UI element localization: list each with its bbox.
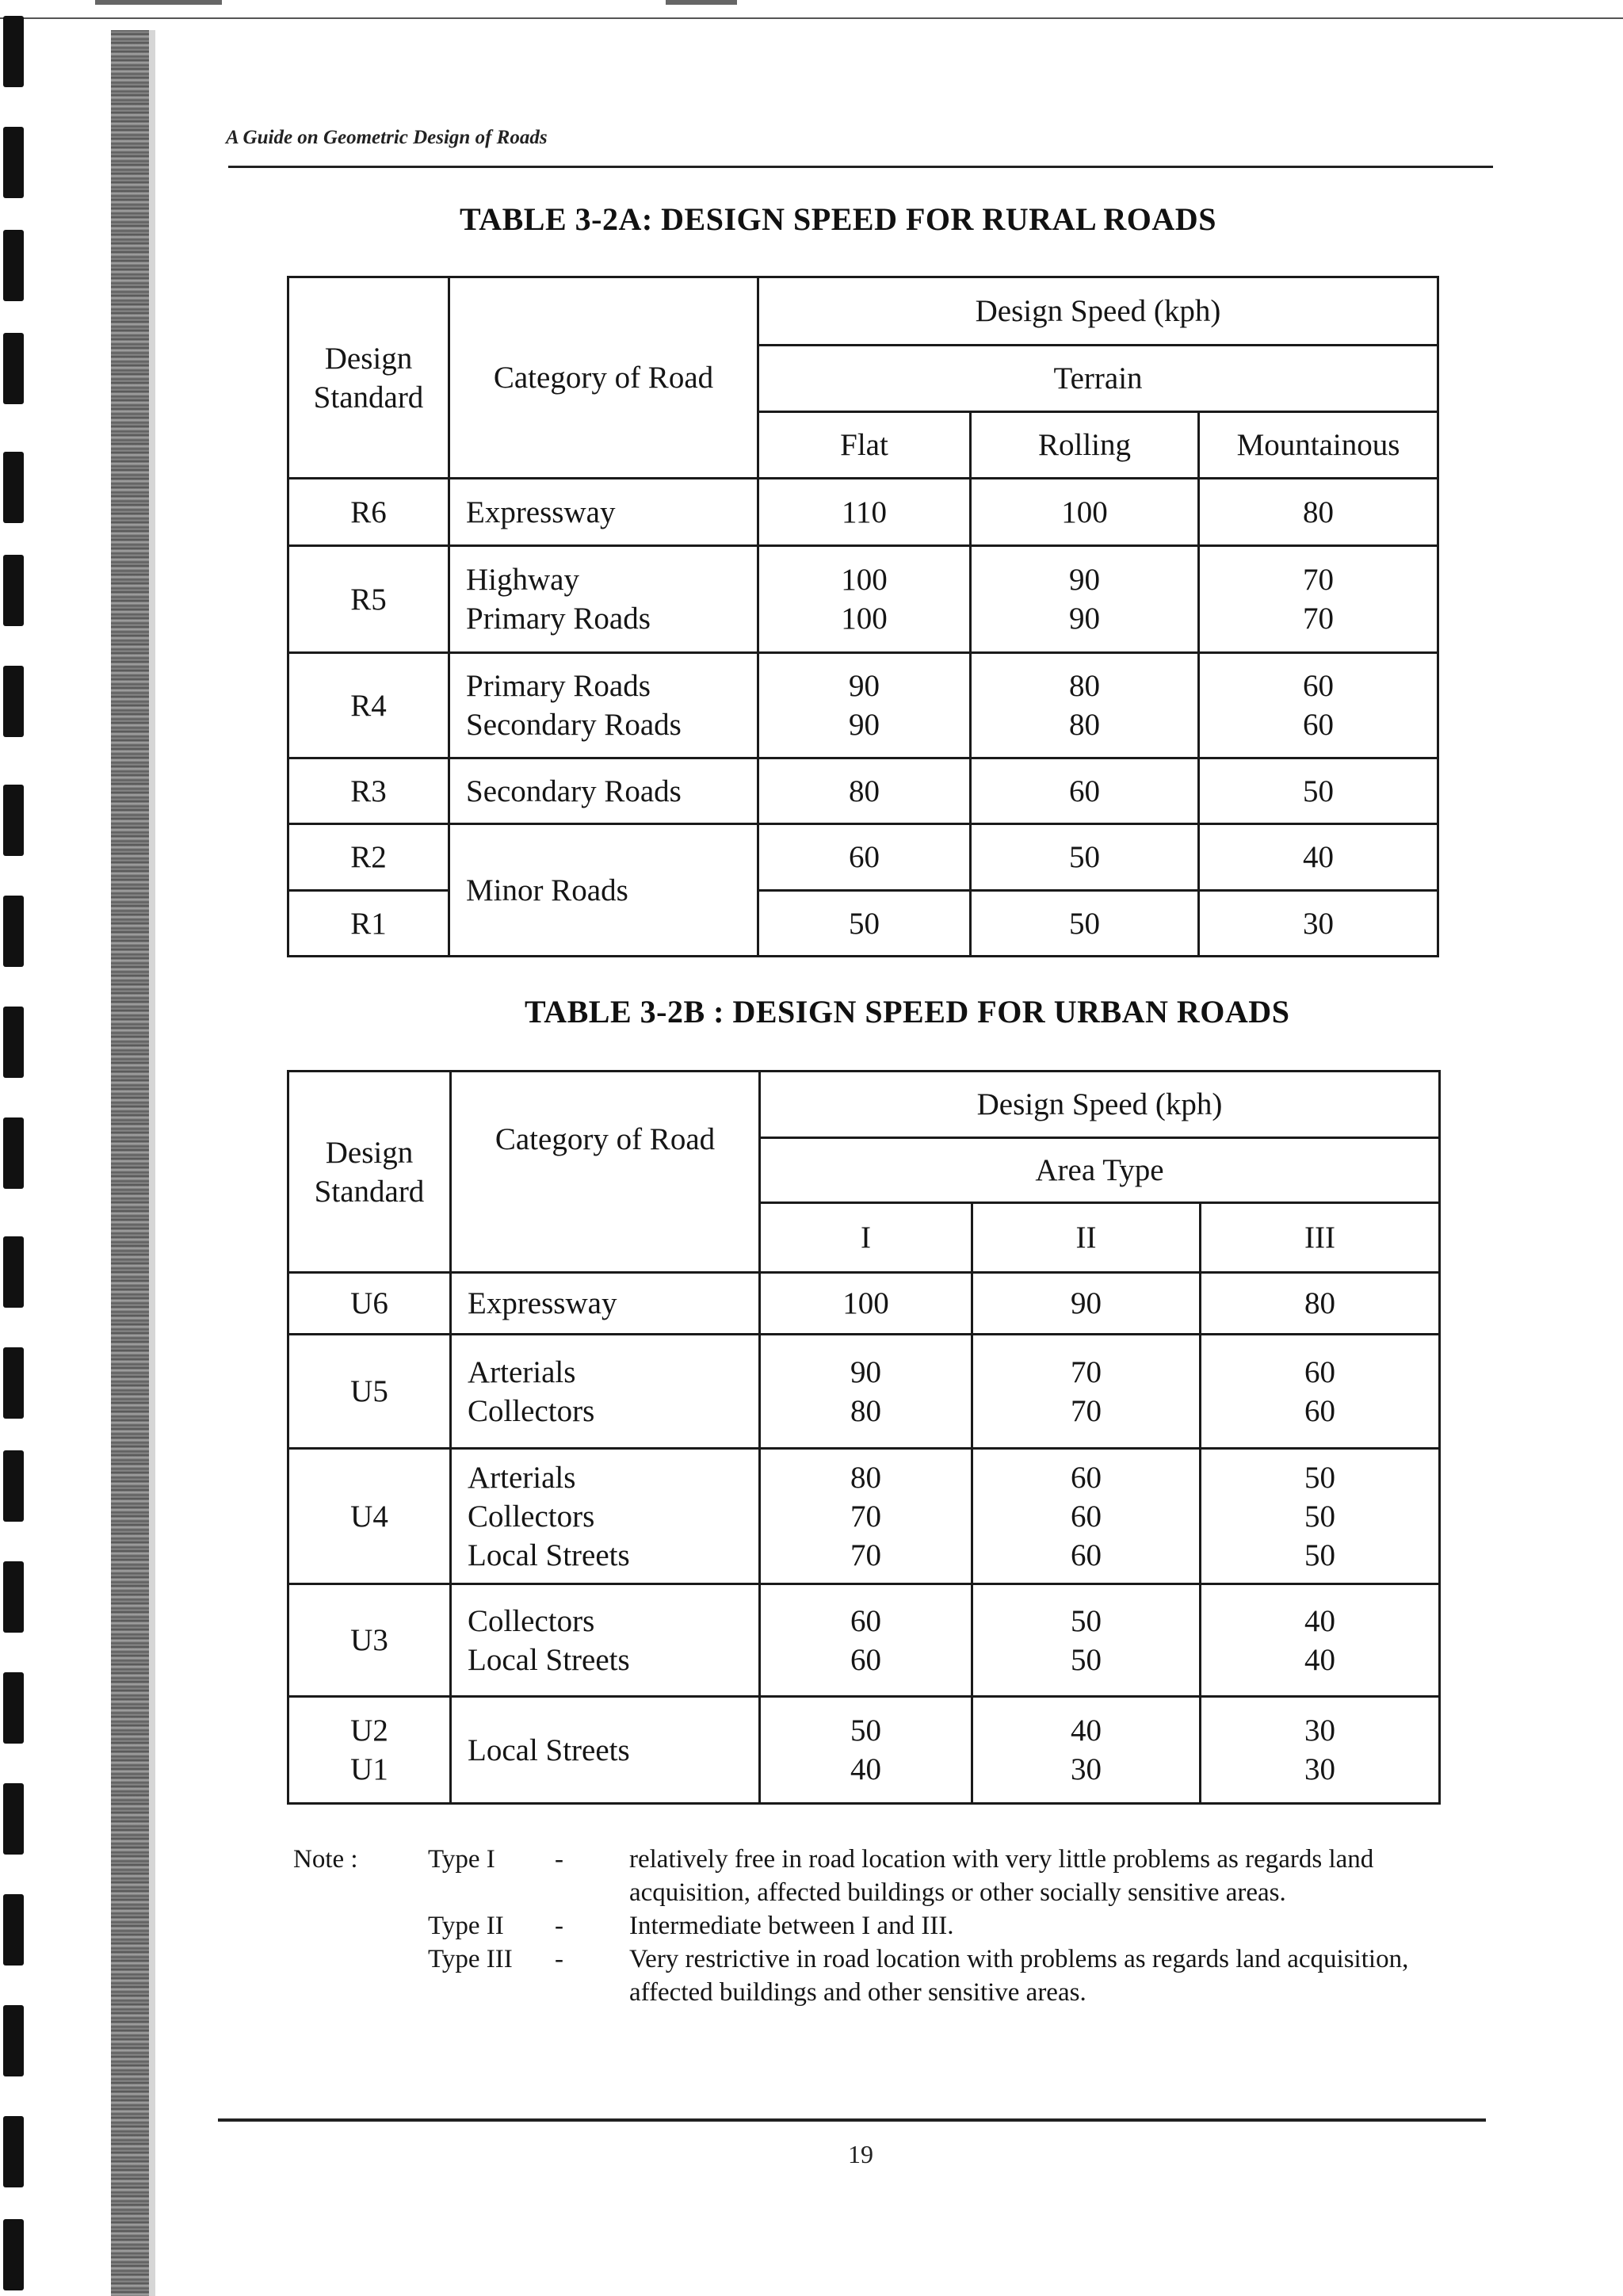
speed-value: 70 70 [1199, 546, 1438, 653]
design-standard: R6 [288, 479, 449, 546]
road-category: Local Streets [451, 1697, 760, 1804]
header-design-speed: Design Speed (kph) [760, 1072, 1440, 1138]
header-area-type: Area Type [760, 1138, 1440, 1203]
header-category: Category of Road [449, 277, 758, 479]
speed-value: 50 50 50 [1201, 1449, 1440, 1584]
road-category: Arterials Collectors Local Streets [451, 1449, 760, 1584]
speed-value: 50 50 [972, 1584, 1201, 1697]
header-terrain: Terrain [758, 346, 1438, 412]
speed-value: 50 [758, 891, 971, 957]
running-head: A Guide on Geometric Design of Roads [226, 127, 548, 148]
table-row [288, 1697, 1440, 1804]
table-note [293, 1843, 1482, 2009]
road-category: Secondary Roads [449, 758, 758, 824]
urban-design-speed-table [287, 1070, 1441, 1805]
design-standard: R2 [288, 824, 449, 891]
note-dash: - [555, 1945, 563, 1973]
page-number: 19 [848, 2140, 873, 2168]
road-category: Collectors Local Streets [451, 1584, 760, 1697]
binding-spine-shadow [111, 30, 149, 2296]
speed-value: 90 80 [760, 1335, 972, 1449]
table-row [288, 1584, 1440, 1697]
table-row [288, 758, 1438, 824]
table-row [288, 653, 1438, 758]
speed-value: 70 70 [972, 1335, 1201, 1449]
speed-value: 30 30 [1201, 1697, 1440, 1804]
speed-value: 80 [1199, 479, 1438, 546]
speed-value: 50 [971, 891, 1199, 957]
note-type: Type II [428, 1912, 504, 1940]
speed-value: 60 [758, 824, 971, 891]
note-type: Type I [428, 1845, 495, 1874]
note-label: Note : [293, 1845, 358, 1874]
speed-value: 60 60 [1199, 653, 1438, 758]
speed-value: 40 30 [972, 1697, 1201, 1804]
note-text: acquisition, affected buildings or other socially sensitive areas. [629, 1878, 1286, 1907]
note-text: Intermediate between I and III. [629, 1912, 954, 1940]
note-dash: - [555, 1845, 563, 1874]
speed-value: 30 [1199, 891, 1438, 957]
design-standard: U3 [288, 1584, 451, 1697]
note-text: Very restrictive in road location with problems as regards land acquisition, [629, 1945, 1409, 1973]
header-rule [228, 166, 1493, 168]
table-row [288, 546, 1438, 653]
design-standard: U4 [288, 1449, 451, 1584]
design-standard: R3 [288, 758, 449, 824]
speed-value: 110 [758, 479, 971, 546]
speed-value: 50 40 [760, 1697, 972, 1804]
table-row [288, 1335, 1440, 1449]
header-col-rolling: Rolling [971, 412, 1199, 479]
road-category: Expressway [449, 479, 758, 546]
rural-table-title: TABLE 3-2A: DESIGN SPEED FOR RURAL ROADS [460, 201, 1216, 237]
header-col-type-1: I [760, 1203, 972, 1273]
scan-top-mark [95, 0, 222, 5]
speed-value: 40 [1199, 824, 1438, 891]
header-col-mountainous: Mountainous [1199, 412, 1438, 479]
speed-value: 90 [972, 1273, 1201, 1335]
speed-value: 100 [760, 1273, 972, 1335]
header-col-flat: Flat [758, 412, 971, 479]
speed-value: 80 [758, 758, 971, 824]
road-category: Highway Primary Roads [449, 546, 758, 653]
header-design-standard: Design Standard [288, 1072, 451, 1273]
design-standard: R5 [288, 546, 449, 653]
header-design-standard: Design Standard [288, 277, 449, 479]
design-standard: R1 [288, 891, 449, 957]
speed-value: 80 80 [971, 653, 1199, 758]
binding-holes [0, 0, 55, 2296]
speed-value: 80 70 70 [760, 1449, 972, 1584]
note-type: Type III [428, 1945, 513, 1973]
speed-value: 80 [1201, 1273, 1440, 1335]
design-standard: U6 [288, 1273, 451, 1335]
header-col-type-2: II [972, 1203, 1201, 1273]
speed-value: 100 100 [758, 546, 971, 653]
speed-value: 60 60 [1201, 1335, 1440, 1449]
rural-design-speed-table [287, 276, 1439, 957]
footer-rule [218, 2118, 1486, 2122]
speed-value: 90 90 [758, 653, 971, 758]
table-row [288, 824, 1438, 891]
note-text: affected buildings and other sensitive areas. [629, 1978, 1086, 2007]
speed-value: 60 [971, 758, 1199, 824]
design-standard: R4 [288, 653, 449, 758]
road-category: Arterials Collectors [451, 1335, 760, 1449]
table-row [288, 479, 1438, 546]
speed-value: 60 60 60 [972, 1449, 1201, 1584]
speed-value: 100 [971, 479, 1199, 546]
scan-top-mark [666, 0, 737, 5]
speed-value: 40 40 [1201, 1584, 1440, 1697]
header-col-type-3: III [1201, 1203, 1440, 1273]
road-category: Primary Roads Secondary Roads [449, 653, 758, 758]
road-category: Expressway [451, 1273, 760, 1335]
note-text: relatively free in road location with very little problems as regards land [629, 1845, 1374, 1874]
table-row [288, 1273, 1440, 1335]
speed-value: 50 [971, 824, 1199, 891]
table-row [288, 1449, 1440, 1584]
speed-value: 60 60 [760, 1584, 972, 1697]
scan-top-edge [0, 17, 1623, 19]
urban-table-title: TABLE 3-2B : DESIGN SPEED FOR URBAN ROADS [525, 994, 1290, 1030]
note-dash: - [555, 1912, 563, 1940]
design-standard: U5 [288, 1335, 451, 1449]
speed-value: 50 [1199, 758, 1438, 824]
header-category: Category of Road [451, 1072, 760, 1273]
binding-spine-edge [149, 30, 155, 2296]
speed-value: 90 90 [971, 546, 1199, 653]
header-design-speed: Design Speed (kph) [758, 277, 1438, 346]
design-standard: U2 U1 [288, 1697, 451, 1804]
road-category: Minor Roads [449, 824, 758, 957]
